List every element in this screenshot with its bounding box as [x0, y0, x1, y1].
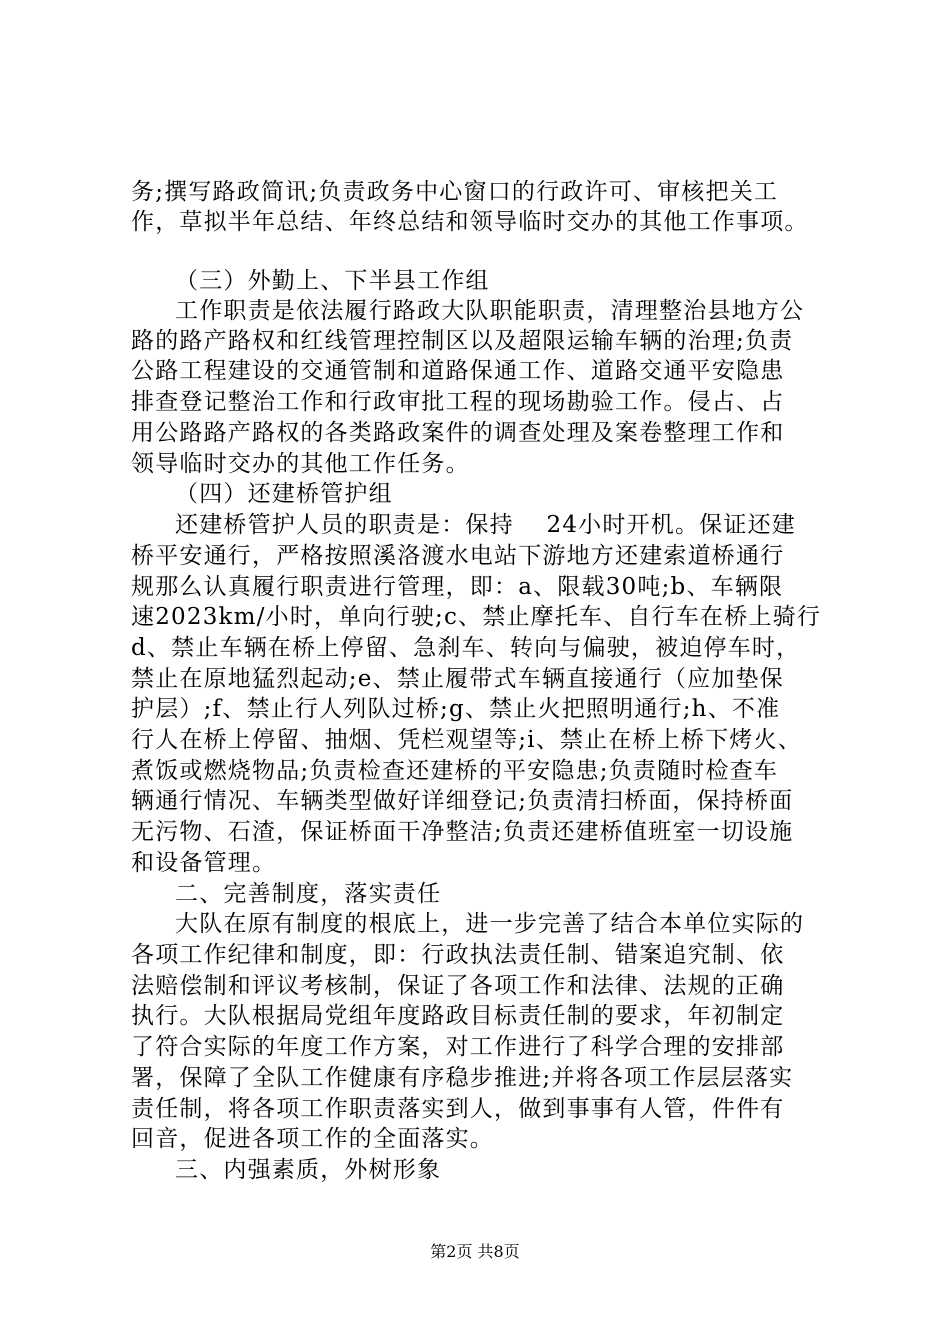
paragraph-line: 桥平安通行，严格按照溪洛渡水电站下游地方还建索道桥通行: [131, 543, 785, 569]
paragraph-line: 公路工程建设的交通管制和道路保通工作、道路交通平安隐患: [131, 358, 785, 384]
section-heading: 三、内强素质，外树形象: [175, 1157, 442, 1183]
paragraph-line: 辆通行情况、车辆类型做好详细登记;负责清扫桥面，保持桥面: [131, 788, 794, 814]
paragraph-line: 禁止在原地猛烈起动;e、禁止履带式车辆直接通行（应加垫保: [131, 666, 784, 692]
paragraph-line: 了符合实际的年度工作方案，对工作进行了科学合理的安排部: [131, 1034, 785, 1060]
paragraph-line: 和设备管理。: [131, 850, 277, 876]
paragraph-line: 执行。大队根据局党组年度路政目标责任制的要求，年初制定: [131, 1003, 785, 1029]
paragraph-line: 路的路产路权和红线管理控制区以及超限运输车辆的治理;负责: [131, 328, 794, 354]
paragraph-line: 速2023km/小时，单向行驶;c、禁止摩托车、自行车在桥上骑行: [131, 604, 822, 630]
paragraph-line: 行人在桥上停留、抽烟、凭栏观望等;i、禁止在桥上桥下烤火、: [131, 727, 802, 753]
paragraph-line: 还建桥管护人员的职责是：保持 24小时开机。保证还建: [175, 512, 796, 538]
paragraph-line: 务;撰写路政简讯;负责政务中心窗口的行政许可、审核把关工: [131, 179, 779, 205]
section-heading: 二、完善制度，落实责任: [175, 881, 442, 907]
paragraph-line: 领导临时交办的其他工作任务。: [131, 451, 470, 477]
paragraph-line: 责任制，将各项工作职责落实到人，做到事事有人管，件件有: [131, 1096, 785, 1122]
paragraph-line: 无污物、石渣，保证桥面干净整洁;负责还建桥值班室一切设施: [131, 819, 794, 845]
paragraph-line: 回音，促进各项工作的全面落实。: [131, 1126, 494, 1152]
paragraph-line: 护层）;f、禁止行人列队过桥;g、禁止火把照明通行;h、不准: [131, 696, 781, 722]
paragraph-line: 工作职责是依法履行路政大队职能职责，清理整治县地方公: [175, 298, 805, 324]
paragraph-line: 作，草拟半年总结、年终总结和领导临时交办的其他工作事项。: [131, 209, 809, 235]
section-heading: （三）外勤上、下半县工作组: [175, 268, 490, 294]
paragraph-line: 各项工作纪律和制度，即：行政执法责任制、错案追究制、依: [131, 942, 785, 968]
paragraph-line: d、禁止车辆在桥上停留、急刹车、转向与偏驶，被迫停车时，: [131, 635, 801, 661]
paragraph-line: 煮饭或燃烧物品;负责检查还建桥的平安隐患;负责随时检查车: [131, 758, 779, 784]
section-heading: （四）还建桥管护组: [175, 481, 393, 507]
page-number: 第2页 共8页: [430, 1242, 520, 1261]
paragraph-line: 排查登记整治工作和行政审批工程的现场勘验工作。侵占、占: [131, 389, 785, 415]
paragraph-line: 用公路路产路权的各类路政案件的调查处理及案卷整理工作和: [131, 420, 785, 446]
paragraph-line: 法赔偿制和评议考核制，保证了各项工作和法律、法规的正确: [131, 973, 785, 999]
paragraph-line: 大队在原有制度的根底上，进一步完善了结合本单位实际的: [175, 911, 805, 937]
paragraph-line: 规那么认真履行职责进行管理，即：a、限载30吨;b、车辆限: [131, 574, 784, 600]
paragraph-line: 署，保障了全队工作健康有序稳步推进;并将各项工作层层落实: [131, 1065, 794, 1091]
